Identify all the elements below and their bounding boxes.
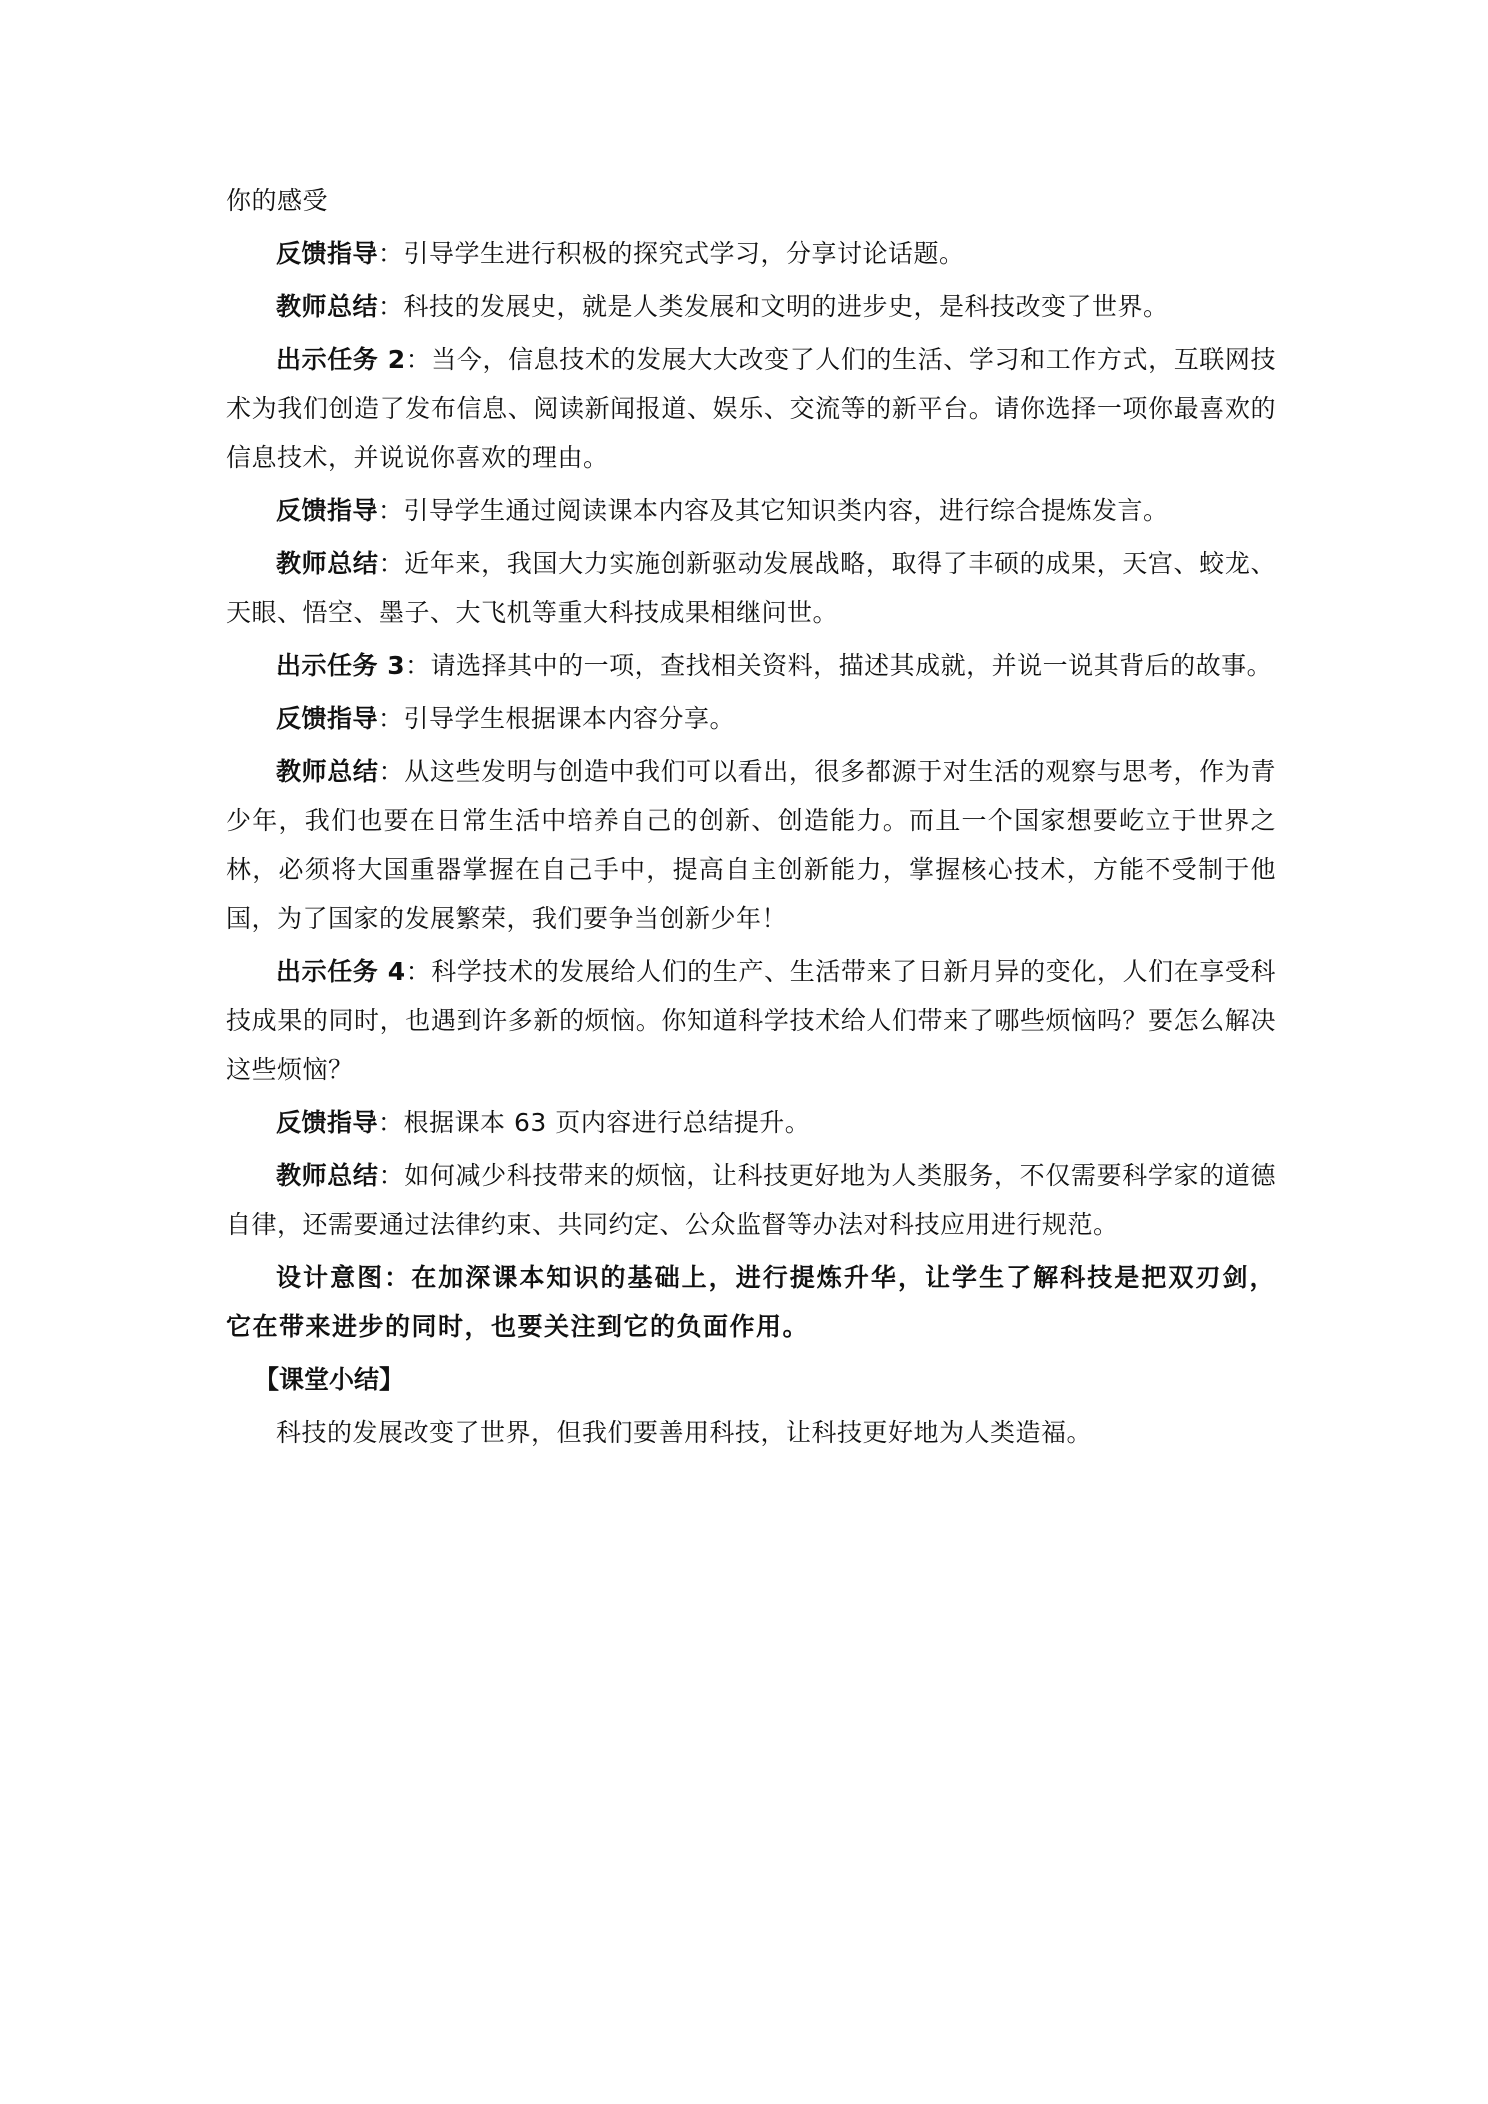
paragraph-text: ：当今，信息技术的发展大大改变了人们的生活、学习和工作方式，互联网技术为我们创造了发布信息、阅读新闻报道、娱乐、交流等的新平台。请你选择一项你最喜欢的信息技术，并说说你喜欢的理由。 [226, 345, 1276, 472]
paragraph-feedback-1 [226, 229, 1276, 278]
paragraph-text: ：请选择其中的一项，查找相关资料，描述其成就，并说一说其背后的故事。 [405, 651, 1273, 680]
paragraph-text: ：引导学生进行积极的探究式学习，分享讨论话题。 [378, 239, 965, 268]
paragraph-text: 你的感受 [226, 186, 329, 215]
paragraph-summary-2 [226, 539, 1276, 637]
paragraph-label: 反馈指导 [276, 496, 379, 525]
paragraph-feedback-3 [226, 694, 1276, 743]
paragraph-feedback-2 [226, 486, 1276, 535]
paragraph-label: 教师总结 [276, 757, 379, 786]
section-heading-class-summary: 【课堂小结】 [254, 1365, 405, 1394]
paragraph-label: 反馈指导 [276, 704, 379, 733]
paragraph-task-4 [226, 947, 1276, 1094]
document-page [226, 176, 1276, 1461]
paragraph-task-2 [226, 335, 1276, 482]
paragraph-text: 设计意图：在加深课本知识的基础上，进行提炼升华，让学生了解科技是把双刃剑，它在带来进步的同时，也要关注到它的负面作用。 [226, 1263, 1276, 1341]
paragraph-text: ：近年来，我国大力实施创新驱动发展战略，取得了丰硕的成果，天宫、蛟龙、天眼、悟空、墨子、大飞机等重大科技成果相继问世。 [226, 549, 1276, 627]
paragraph-label: 反馈指导 [276, 1108, 379, 1137]
paragraph-text: ：引导学生根据课本内容分享。 [378, 704, 736, 733]
paragraph-text: 科技的发展改变了世界，但我们要善用科技，让科技更好地为人类造福。 [276, 1418, 1093, 1447]
paragraph-text: ：引导学生通过阅读课本内容及其它知识类内容，进行综合提炼发言。 [378, 496, 1169, 525]
paragraph-text: ：科学技术的发展给人们的生产、生活带来了日新月异的变化，人们在享受科技成果的同时，也遇到许多新的烦恼。你知道科学技术给人们带来了哪些烦恼吗？要怎么解决这些烦恼？ [226, 957, 1276, 1084]
paragraph-feedback-4 [226, 1098, 1276, 1147]
paragraph-label: 教师总结 [276, 549, 379, 578]
paragraph-text: ：根据课本 63 页内容进行总结提升。 [378, 1108, 811, 1137]
paragraph-label: 反馈指导 [276, 239, 379, 268]
paragraph-summary-1 [226, 282, 1276, 331]
paragraph-class-summary [226, 1408, 1276, 1457]
paragraph-summary-4 [226, 1151, 1276, 1249]
paragraph-label: 出示任务 3 [276, 651, 406, 680]
paragraph-label: 教师总结 [276, 292, 379, 321]
paragraph-text: ：如何减少科技带来的烦恼，让科技更好地为人类服务，不仅需要科学家的道德自律，还需要通过法律约束、共同约定、公众监督等办法对科技应用进行规范。 [226, 1161, 1276, 1239]
paragraph-label: 出示任务 2 [276, 345, 406, 374]
paragraph-design-intent [226, 1253, 1276, 1351]
paragraph-text: ：科技的发展史，就是人类发展和文明的进步史，是科技改变了世界。 [378, 292, 1169, 321]
paragraph-text: ：从这些发明与创造中我们可以看出，很多都源于对生活的观察与思考，作为青少年，我们也要在日常生活中培养自己的创新、创造能力。而且一个国家想要屹立于世界之林，必须将大国重器掌握在自己手中，提高自主创新能力，掌握核心技术，方能不受制于他国，为了国家的发展繁荣，我们要争当创新少年！ [226, 757, 1276, 933]
paragraph-task-3 [226, 641, 1276, 690]
paragraph-summary-3 [226, 747, 1276, 943]
paragraph-continuation [226, 176, 1276, 225]
paragraph-label: 出示任务 4 [276, 957, 406, 986]
paragraph-label: 教师总结 [276, 1161, 379, 1190]
